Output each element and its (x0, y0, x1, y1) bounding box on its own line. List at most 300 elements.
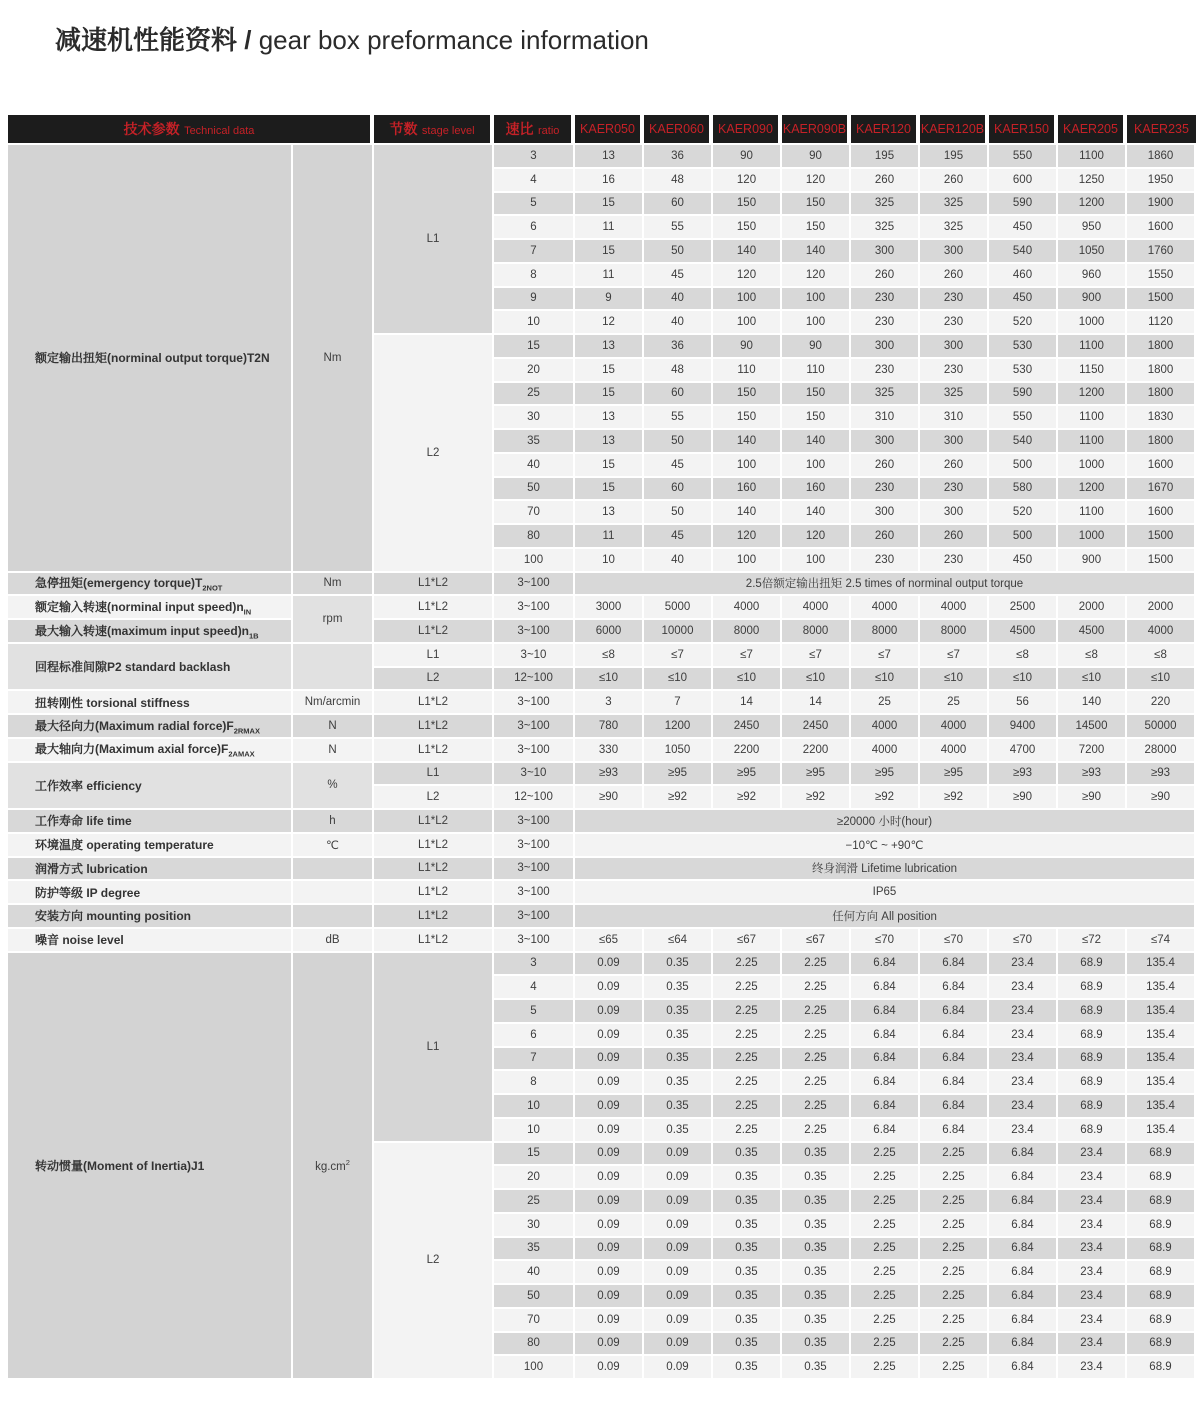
value-cell: 1800 (1127, 335, 1196, 359)
table-row (8, 596, 1196, 620)
value-cell: 2.25 (920, 1285, 989, 1309)
value-cell: 23.4 (989, 976, 1058, 1000)
value-cell: 2.25 (713, 1048, 782, 1072)
ratio-cell: 30 (494, 406, 575, 430)
ratio-cell: 40 (494, 1261, 575, 1285)
value-cell: ≤7 (782, 644, 851, 668)
value-cell: ≤10 (1127, 668, 1196, 692)
value-cell: ≤64 (644, 929, 713, 953)
value-cell: 6.84 (989, 1285, 1058, 1309)
ratio-cell: 70 (494, 501, 575, 525)
value-cell: 300 (851, 501, 920, 525)
row-label-cell: 最大输入转速(maximum input $speed)n_{1B}$ (8, 620, 293, 644)
ratio-cell: 100 (494, 1356, 575, 1380)
value-cell: 260 (851, 454, 920, 478)
value-cell: 500 (989, 454, 1058, 478)
value-cell: 0.09 (644, 1238, 713, 1262)
value-cell: 1100 (1058, 430, 1127, 454)
value-cell: 0.09 (644, 1285, 713, 1309)
value-cell: 4000 (1127, 620, 1196, 644)
value-cell: ≤67 (713, 929, 782, 953)
value-cell: 3000 (575, 596, 644, 620)
value-cell: 2.25 (920, 1261, 989, 1285)
value-cell: 68.9 (1127, 1309, 1196, 1333)
value-cell: 0.09 (575, 1119, 644, 1143)
value-cell: 100 (782, 454, 851, 478)
stage-cell: L2 (374, 668, 494, 692)
value-cell: 2500 (989, 596, 1058, 620)
ratio-cell: 80 (494, 525, 575, 549)
value-cell: 45 (644, 454, 713, 478)
value-cell: 325 (851, 216, 920, 240)
ratio-cell: 25 (494, 1190, 575, 1214)
value-cell: 450 (989, 288, 1058, 312)
row-label-cell: 工作寿命 life time (8, 810, 293, 834)
value-cell: 90 (713, 335, 782, 359)
ratio-cell: 3~100 (494, 858, 575, 882)
value-cell: 4700 (989, 739, 1058, 763)
value-cell: 110 (713, 359, 782, 383)
row-label-cell: 扭转刚性 torsional stiffness (8, 691, 293, 715)
value-cell: 325 (851, 383, 920, 407)
ratio-cell: 3~100 (494, 573, 575, 597)
value-cell: 90 (713, 145, 782, 169)
value-cell: 23.4 (1058, 1238, 1127, 1262)
value-cell: ≥90 (575, 786, 644, 810)
unit-cell: N (293, 715, 374, 739)
value-cell: 23.4 (989, 1071, 1058, 1095)
ratio-cell: 6 (494, 1024, 575, 1048)
table-row (8, 810, 1196, 834)
value-cell: 195 (851, 145, 920, 169)
header-model-kaer150: KAER150 (989, 115, 1058, 145)
value-cell: 25 (920, 691, 989, 715)
value-cell: ≥95 (644, 763, 713, 787)
value-cell: 68.9 (1127, 1285, 1196, 1309)
value-cell: 68.9 (1058, 1048, 1127, 1072)
ratio-cell: 7 (494, 240, 575, 264)
value-cell: 1000 (1058, 454, 1127, 478)
value-cell: 0.35 (782, 1214, 851, 1238)
value-cell: 68.9 (1127, 1356, 1196, 1380)
value-cell: 23.4 (1058, 1214, 1127, 1238)
ratio-cell: 40 (494, 454, 575, 478)
value-cell: 260 (920, 525, 989, 549)
value-cell: 45 (644, 525, 713, 549)
table-row (8, 858, 1196, 882)
value-cell: 6.84 (989, 1356, 1058, 1380)
value-cell: 4000 (851, 715, 920, 739)
stage-cell: L1*L2 (374, 715, 494, 739)
value-cell: 540 (989, 430, 1058, 454)
value-cell: 460 (989, 264, 1058, 288)
value-cell: 140 (713, 240, 782, 264)
value-cell: 0.09 (644, 1356, 713, 1380)
value-cell: 28000 (1127, 739, 1196, 763)
header-technical-data-en: Technical data (184, 125, 255, 137)
value-cell: 4000 (920, 715, 989, 739)
value-cell: 325 (920, 383, 989, 407)
value-cell: 13 (575, 406, 644, 430)
value-cell: ≤7 (644, 644, 713, 668)
value-cell: 0.35 (644, 1024, 713, 1048)
value-cell: ≤65 (575, 929, 644, 953)
value-cell: 900 (1058, 288, 1127, 312)
stage-cell: L1 (374, 145, 494, 335)
value-cell: 230 (851, 478, 920, 502)
stage-cell: L1 (374, 953, 494, 1143)
row-label-cell: 噪音 noise level (8, 929, 293, 953)
value-cell: 8000 (851, 620, 920, 644)
value-cell: 0.09 (575, 1356, 644, 1380)
value-cell: 45 (644, 264, 713, 288)
row-label-cell: 润滑方式 lubrication (8, 858, 293, 882)
value-cell: 310 (920, 406, 989, 430)
value-cell: 140 (782, 501, 851, 525)
value-cell: 0.35 (644, 1071, 713, 1095)
value-cell: 0.35 (713, 1190, 782, 1214)
value-cell: 325 (920, 193, 989, 217)
header-stage-level-en: stage level (421, 125, 475, 137)
value-cell: 23.4 (1058, 1333, 1127, 1357)
value-cell: 23.4 (1058, 1143, 1127, 1167)
value-cell: 1100 (1058, 145, 1127, 169)
ratio-cell: 4 (494, 976, 575, 1000)
row-label-cell: 防护等级 IP degree (8, 881, 293, 905)
value-cell: ≤67 (782, 929, 851, 953)
value-cell: 0.09 (575, 1071, 644, 1095)
unit-cell: N (293, 739, 374, 763)
stage-cell: L1 (374, 644, 494, 668)
value-cell: 2.25 (782, 1000, 851, 1024)
ratio-cell: 12~100 (494, 786, 575, 810)
header-technical-data-cn: 技术参数 (123, 121, 180, 137)
stage-cell: L1*L2 (374, 620, 494, 644)
value-cell: 2.25 (920, 1190, 989, 1214)
value-cell: 16 (575, 169, 644, 193)
span-value-cell: 终身润滑 Lifetime lubrication (575, 858, 1196, 882)
value-cell: 1550 (1127, 264, 1196, 288)
stage-cell: L1 (374, 763, 494, 787)
value-cell: 13 (575, 430, 644, 454)
value-cell: 0.35 (782, 1261, 851, 1285)
value-cell: 150 (782, 216, 851, 240)
value-cell: 0.09 (575, 1095, 644, 1119)
value-cell: 0.35 (713, 1333, 782, 1357)
value-cell: ≤8 (1058, 644, 1127, 668)
value-cell: 6.84 (989, 1261, 1058, 1285)
value-cell: 68.9 (1127, 1166, 1196, 1190)
value-cell: 68.9 (1127, 1190, 1196, 1214)
value-cell: 50 (644, 430, 713, 454)
unit-cell (293, 858, 374, 882)
value-cell: 900 (1058, 549, 1127, 573)
value-cell: 1200 (1058, 478, 1127, 502)
value-cell: 2.25 (713, 953, 782, 977)
value-cell: 6000 (575, 620, 644, 644)
value-cell: 6.84 (920, 1095, 989, 1119)
value-cell: 450 (989, 216, 1058, 240)
value-cell: 2.25 (851, 1238, 920, 1262)
table-row (8, 953, 1196, 977)
header-stage-level-cn: 节数 (389, 121, 418, 137)
value-cell: 300 (920, 240, 989, 264)
value-cell: ≤7 (920, 644, 989, 668)
value-cell: 6.84 (851, 953, 920, 977)
value-cell: 0.35 (644, 976, 713, 1000)
value-cell: 4500 (1058, 620, 1127, 644)
value-cell: 13 (575, 501, 644, 525)
value-cell: 68.9 (1058, 1095, 1127, 1119)
value-cell: ≤10 (851, 668, 920, 692)
stage-cell: L1*L2 (374, 810, 494, 834)
value-cell: 6.84 (920, 1000, 989, 1024)
value-cell: 7200 (1058, 739, 1127, 763)
value-cell: 2.25 (920, 1356, 989, 1380)
value-cell: 0.09 (644, 1261, 713, 1285)
ratio-cell: 3~100 (494, 596, 575, 620)
value-cell: 160 (782, 478, 851, 502)
value-cell: ≤10 (713, 668, 782, 692)
value-cell: 2.25 (713, 1071, 782, 1095)
row-label-cell: 最大轴向力(Maximum axial $force)F_{2AMAX}$ (8, 739, 293, 763)
value-cell: 150 (713, 406, 782, 430)
value-cell: 0.35 (644, 953, 713, 977)
value-cell: 0.09 (575, 1000, 644, 1024)
value-cell: 0.35 (782, 1356, 851, 1380)
value-cell: 90 (782, 335, 851, 359)
value-cell: 1000 (1058, 525, 1127, 549)
header-model-kaer060: KAER060 (644, 115, 713, 145)
table-row (8, 881, 1196, 905)
ratio-cell: 4 (494, 169, 575, 193)
unit-cell (293, 644, 374, 692)
value-cell: 6.84 (851, 1024, 920, 1048)
value-cell: ≤10 (644, 668, 713, 692)
page-title (55, 20, 649, 57)
value-cell: 68.9 (1058, 976, 1127, 1000)
value-cell: 2.25 (713, 976, 782, 1000)
row-label-cell: 最大径向力(Maximum radial $force)F_{2RMAX}$ (8, 715, 293, 739)
value-cell: 1760 (1127, 240, 1196, 264)
value-cell: 1050 (644, 739, 713, 763)
value-cell: 530 (989, 359, 1058, 383)
value-cell: 23.4 (1058, 1261, 1127, 1285)
value-cell: 68.9 (1058, 1024, 1127, 1048)
row-label-cell: 转动惯量(Moment of Inertia)J1 (8, 953, 293, 1381)
row-label-cell: 环境温度 operating temperature (8, 834, 293, 858)
value-cell: 6.84 (989, 1309, 1058, 1333)
row-label-cell: 额定输出扭矩(norminal output torque)T2N (8, 145, 293, 573)
value-cell: 780 (575, 715, 644, 739)
ratio-cell: 10 (494, 1119, 575, 1143)
value-cell: 1500 (1127, 525, 1196, 549)
stage-cell: L1*L2 (374, 834, 494, 858)
value-cell: 0.09 (575, 1214, 644, 1238)
value-cell: 0.35 (644, 1000, 713, 1024)
value-cell: 3 (575, 691, 644, 715)
value-cell: 1200 (1058, 193, 1127, 217)
table-row (8, 715, 1196, 739)
value-cell: 100 (782, 549, 851, 573)
stage-cell: L1*L2 (374, 905, 494, 929)
value-cell: 0.09 (575, 1143, 644, 1167)
value-cell: 36 (644, 145, 713, 169)
ratio-cell: 3 (494, 953, 575, 977)
value-cell: 68.9 (1127, 1261, 1196, 1285)
stage-cell: L1*L2 (374, 596, 494, 620)
value-cell: ≤70 (989, 929, 1058, 953)
value-cell: 23.4 (1058, 1285, 1127, 1309)
value-cell: 230 (851, 549, 920, 573)
value-cell: 0.35 (782, 1190, 851, 1214)
value-cell: 1670 (1127, 478, 1196, 502)
unit-cell: rpm (293, 596, 374, 644)
value-cell: 15 (575, 478, 644, 502)
value-cell: ≥92 (920, 786, 989, 810)
value-cell: 0.35 (644, 1119, 713, 1143)
header-model-kaer120b: KAER120B (920, 115, 989, 145)
unit-cell: ℃ (293, 834, 374, 858)
value-cell: 550 (989, 406, 1058, 430)
value-cell: 600 (989, 169, 1058, 193)
value-cell: 0.35 (782, 1143, 851, 1167)
value-cell: 60 (644, 478, 713, 502)
value-cell: 8000 (920, 620, 989, 644)
value-cell: 450 (989, 549, 1058, 573)
span-value-cell: IP65 (575, 881, 1196, 905)
value-cell: 2.25 (851, 1143, 920, 1167)
value-cell: 1600 (1127, 501, 1196, 525)
value-cell: 2.25 (782, 953, 851, 977)
value-cell: ≤10 (575, 668, 644, 692)
value-cell: 6.84 (920, 953, 989, 977)
value-cell: 2.25 (851, 1214, 920, 1238)
value-cell: 2.25 (851, 1309, 920, 1333)
spec-table (8, 115, 1196, 1380)
value-cell: ≤10 (920, 668, 989, 692)
ratio-cell: 70 (494, 1309, 575, 1333)
value-cell: 260 (920, 169, 989, 193)
value-cell: 6.84 (851, 1119, 920, 1143)
value-cell: 0.35 (782, 1166, 851, 1190)
value-cell: 2.25 (713, 1119, 782, 1143)
value-cell: 195 (920, 145, 989, 169)
table-row (8, 929, 1196, 953)
value-cell: 68.9 (1058, 953, 1127, 977)
value-cell: ≥95 (851, 763, 920, 787)
value-cell: 4500 (989, 620, 1058, 644)
value-cell: 6.84 (920, 976, 989, 1000)
value-cell: 14 (713, 691, 782, 715)
value-cell: 0.35 (782, 1238, 851, 1262)
table-row (8, 644, 1196, 668)
value-cell: ≥92 (851, 786, 920, 810)
value-cell: 6.84 (989, 1143, 1058, 1167)
stage-cell: L2 (374, 1143, 494, 1381)
value-cell: ≤72 (1058, 929, 1127, 953)
value-cell: 7 (644, 691, 713, 715)
value-cell: 1830 (1127, 406, 1196, 430)
value-cell: 4000 (920, 596, 989, 620)
value-cell: 15 (575, 454, 644, 478)
value-cell: 1900 (1127, 193, 1196, 217)
ratio-cell: 50 (494, 1285, 575, 1309)
value-cell: 260 (920, 264, 989, 288)
ratio-cell: 30 (494, 1214, 575, 1238)
ratio-cell: 8 (494, 264, 575, 288)
value-cell: 48 (644, 359, 713, 383)
value-cell: 23.4 (989, 953, 1058, 977)
value-cell: 325 (920, 216, 989, 240)
value-cell: 120 (713, 525, 782, 549)
value-cell: ≤70 (920, 929, 989, 953)
value-cell: ≤8 (1127, 644, 1196, 668)
value-cell: 90 (782, 145, 851, 169)
value-cell: 2.25 (782, 1119, 851, 1143)
value-cell: 260 (920, 454, 989, 478)
value-cell: 1100 (1058, 501, 1127, 525)
value-cell: 25 (851, 691, 920, 715)
ratio-cell: 10 (494, 1095, 575, 1119)
value-cell: 300 (920, 335, 989, 359)
value-cell: 100 (782, 288, 851, 312)
page-title-separator: / (237, 25, 259, 55)
value-cell: 2.25 (851, 1333, 920, 1357)
value-cell: 150 (782, 406, 851, 430)
value-cell: 230 (851, 288, 920, 312)
value-cell: 230 (920, 359, 989, 383)
value-cell: 0.09 (644, 1143, 713, 1167)
value-cell: 15 (575, 193, 644, 217)
value-cell: 230 (920, 549, 989, 573)
ratio-cell: 3~100 (494, 810, 575, 834)
value-cell: 4000 (851, 739, 920, 763)
value-cell: 2.25 (851, 1356, 920, 1380)
row-label-cell: 回程标准间隙P2 standard backlash (8, 644, 293, 692)
value-cell: 50000 (1127, 715, 1196, 739)
value-cell: 9400 (989, 715, 1058, 739)
value-cell: 50 (644, 501, 713, 525)
value-cell: 68.9 (1127, 1143, 1196, 1167)
header-stage-level (374, 115, 494, 145)
value-cell: 6.84 (920, 1048, 989, 1072)
value-cell: ≥93 (1058, 763, 1127, 787)
value-cell: 40 (644, 311, 713, 335)
value-cell: 1500 (1127, 288, 1196, 312)
value-cell: 0.09 (644, 1190, 713, 1214)
value-cell: 100 (713, 454, 782, 478)
value-cell: ≤10 (1058, 668, 1127, 692)
value-cell: 100 (713, 288, 782, 312)
value-cell: 60 (644, 383, 713, 407)
value-cell: 2.25 (782, 1048, 851, 1072)
value-cell: 135.4 (1127, 1048, 1196, 1072)
value-cell: 220 (1127, 691, 1196, 715)
unit-cell (293, 881, 374, 905)
value-cell: 55 (644, 406, 713, 430)
ratio-cell: 3~10 (494, 763, 575, 787)
stage-cell: L1*L2 (374, 858, 494, 882)
value-cell: 330 (575, 739, 644, 763)
ratio-cell: 3~100 (494, 834, 575, 858)
value-cell: 135.4 (1127, 976, 1196, 1000)
value-cell: 40 (644, 288, 713, 312)
value-cell: 15 (575, 359, 644, 383)
value-cell: 120 (782, 525, 851, 549)
stage-cell: L1*L2 (374, 881, 494, 905)
ratio-cell: 3~100 (494, 881, 575, 905)
